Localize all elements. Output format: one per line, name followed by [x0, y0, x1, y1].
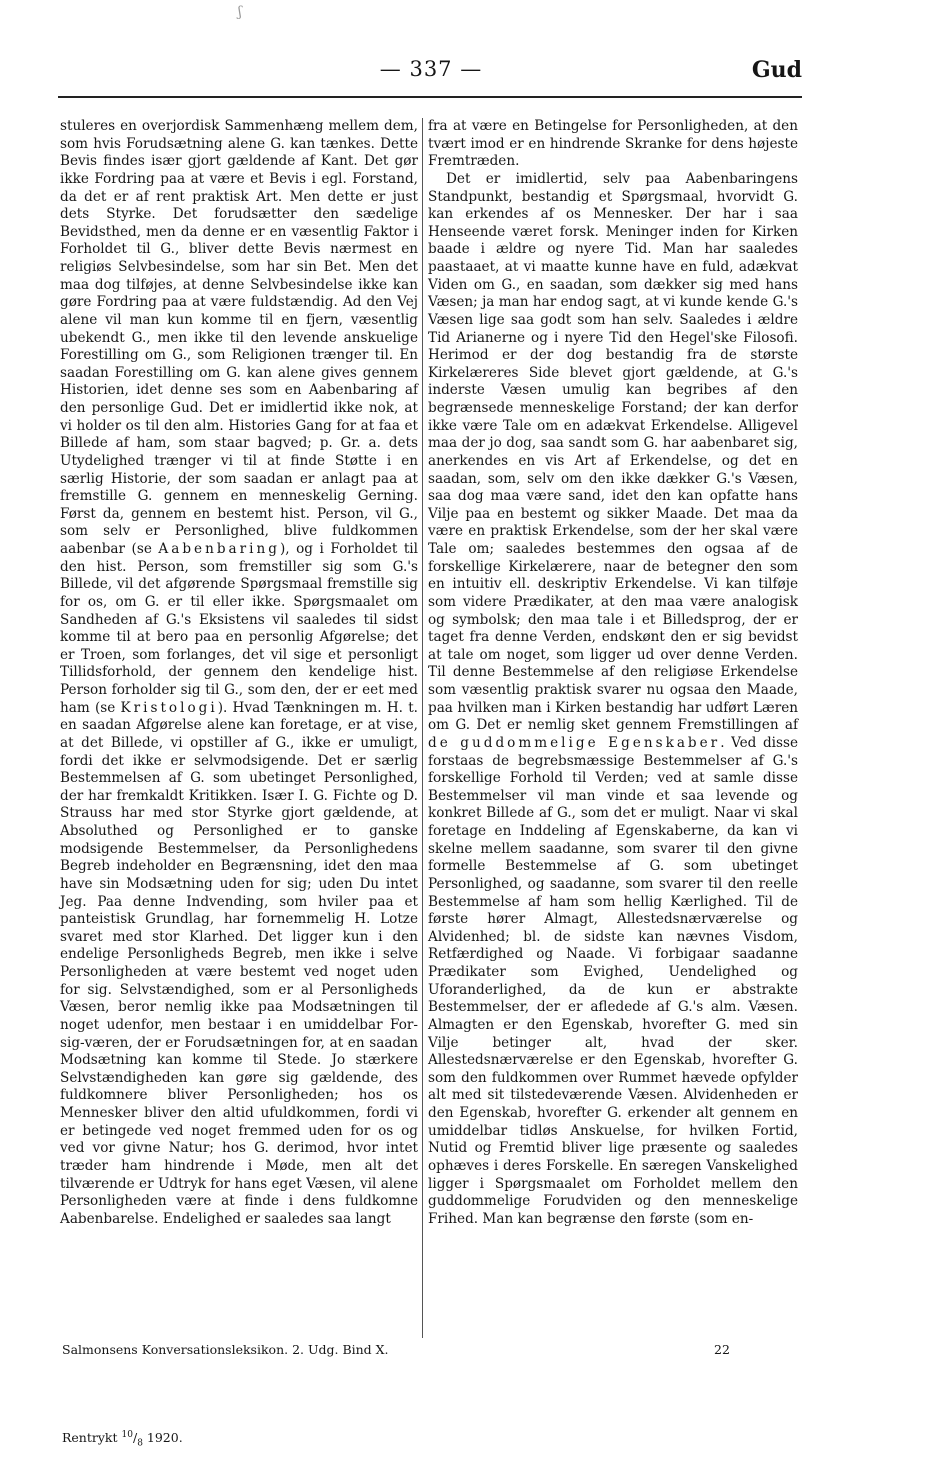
cross-reference-aabenbaring: Aabenbaring	[158, 541, 280, 557]
page-header	[60, 57, 802, 91]
corner-mark: ʃ	[238, 4, 242, 20]
left-column	[60, 118, 418, 1228]
running-head: Gud	[751, 57, 802, 83]
right-column	[428, 118, 798, 1228]
left-text-1: stuleres en overjordisk Sammenhæng mellem dem, som hvis Forudsætning alene G. kan tænkes. Dette Bevis findes især gjort gældende af Kant. Det gør ikke Fordring paa at være et Bevis i egl. Forstand, da det er af rent praktisk Art. Men dette er just dets Styrke. Det forudsætter den sædelige Bevidsthed, men da denne er en væsentlig Faktor i Forholdet til G., bliver dette Bevis nærmest en religiøs Selvbesindelse, som har sin Bet. Men det maa dog tilføjes, at denne Selvbesindelse ikke kan gøre Fordring paa at være fuldstændig. Ad den Vej alene vil man kun komme til en fjern, væsentlig ubekendt G., men ikke til den levende anskuelige Forestilling om G., som Religionen trænger til. En saadan Forestilling om G. kan alene gives gennem Historien, idet denne ses som en Aabenbaring af den personlige Gud. Det er imidlertid ikke nok, at vi holder os til den alm. Histories Gang for at faa et Billede af ham, som staar bagved; p. Gr. a. dets Utydelighed trænger vi til at finde Støtte i en særlig Historie, der som saadan er anlagt paa at fremstille G. gennem en menneskelig Gerning. Først da, gennem en bestemt hist. Person, vil G., som selv er Personlighed, blive fuldkommen aabenbar (se	[60, 118, 418, 557]
publication-footer: Salmonsens Konversationsleksikon. 2. Udg. Bind X.	[62, 1342, 389, 1357]
signature-number: 22	[714, 1342, 730, 1357]
right-text-2: Det er imidlertid, selv paa Aabenbaringens Standpunkt, bestandig et Spørgsmaal, hvorvidt G. kan erkendes af os Mennesker. Der har i saa Henseende været forsk. Meninger inden for Kirken baade i ældre og nyere Tid. Man har saaledes paastaaet, at vi maatte kunne have en fuld, adækvat Viden om G., en saadan, som dækker sig med hans Væsen; ja man har endog sagt, at vi kunde kende G.'s Væsen lige saa godt som han selv. Saaledes i ældre Tid Arianerne og i nyere Tid den Hegel'ske Filosofi. Herimod er der dog bestandig fra de største Kirkelæreres Side blevet gjort gældende, at G.'s inderste Væsen umulig kan begribes af den begrænsede menneskelige Forstand; der kan derfor ikke være Tale om en adækvat Erkendelse. Alligevel maa der jo dog, saa sandt som G. har aabenbaret sig, anerkendes en vis Art af Erkendelse, og det en saadan, som, selv om den ikke dækker G.'s Væsen, saa dog maa være sand, idet den kan opfatte hans Vilje paa en bestemt og sikker Maade. Det maa da være en praktisk Erkendelse, som der her skal være Tale om; saaledes bestemmes den ogsaa af de forskellige Kirkelærere, naar de betegner den som en intuitiv ell. deskriptiv Erkendelse. Vi kan tilføje som videre Prædikater, at den maa være analogisk og symbolsk; den maa tale i et Billedsprog, der er taget fra denne Verden, endskønt den er sig bevidst at tale om noget, som ligger ud over denne Verden. Til denne Bestemmelse af den religiøse Erkendelse som væsentlig praktisk svarer nu ogsaa den Maade, paa hvilken man i Kirken bestandig har udført Læren om G. Det er nemlig sket gennem Fremstillingen af	[428, 170, 798, 734]
term-guddommelige-egenskaber: de guddommelige Egenskaber	[428, 734, 721, 751]
right-text-2b: . Ved disse forstaas de begrebsmæssige Bestemmelser af G.'s forskellige Forhold til Verden; ved at samle disse Bestemmelser vil man vinde et saa levende og konkret Billede af G., som det er muligt. Naar vi skal foretage en Inddeling af Egenskaberne, da kan vi skelne mellem saadanne, som svarer til den givne formelle Bestemmelse af G. som ubetinget Personlighed, og saadanne, som svarer til den reelle Bestemmelse af ham som hellig Kærlighed. Til de første hører Almagt, Allestedsnærværelse og Alvidenhed; bl. de sidste kan nævnes Visdom, Retfærdighed og Naade. Vi forbigaar saadanne Prædikater som Evighed, Uendelighed og Uforanderlighed, da de kun er abstrakte Bestemmelser, der er afledede af G.'s alm. Væsen. Almagten er den Egenskab, hvorefter G. med sin Vilje betinger alt, hvad der sker. Allestedsnærværelse er den Egenskab, hvorefter G. som den fuldkommen over Rummet hævede opfylder alt med sit tilstedeværende Væsen. Alvidenheden er den Egenskab, hvorefter G. erkender alt gennem en umiddelbar tidløs Anskuelse, for hvilken Fortid, Nutid og Fremtid bliver lige præsente og saaledes ophæves i deres Forskelle. En særegen Vanskelighed ligger i Spørgsmaalet om Forholdet mellem den guddommelige Forudviden og den menneskelige Frihed. Man kan begrænse den første (som en-	[428, 734, 798, 1227]
reprint-note: Rentrykt $^{10}/_8$ 1920.	[62, 1430, 183, 1449]
reprint-day: 10	[121, 1430, 133, 1440]
cross-reference-kristologi: Kristologi	[120, 699, 218, 716]
left-text-1c: ). Hvad Tænkningen m. H. t. en saadan Afgørelse alene kan foretage, er at vise, at det Billede, vi opstiller af G., ikke er umuligt, fordi det ikke er selvmodsigende. Det er særlig Bestemmelsen af G. som ubetinget Personlighed, der har fremkaldt Kritikken. Især I. G. Fichte og D. Strauss har med stor Styrke gjort gældende, at Absoluthed og Personlighed er to ganske modsigende Bestemmelser, da Personlighedens Begreb indeholder en Begrænsning, idet den maa have sin Modsætning uden for sig; uden Du intet Jeg. Paa denne Indvending, som hviler paa et panteistisk Grundlag, har fornemmelig H. Lotze svaret med stor Klarhed. Det ligger kun i den endelige Personligheds Begreb, men ikke i selve Personligheden at være bestemt ved noget uden for sig. Selvstændighed, som er al Personligheds Væsen, beror nemlig ikke paa Modsætningen til noget udenfor, men bestaar i en umiddelbar For-sig-væren, der er Forudsætningen for, at en saadan Modsætning kan komme til Stede. Jo stærkere Selvstændigheden kan gøre sig gældende, des fuldkomnere bliver Personligheden; hos os Mennesker bliver den altid ufuldkommen, fordi vi er betingede ved noget fremmed uden for os og ved vor givne Natur; hos G. derimod, hvor intet træder ham hindrende i Møde, men alt det tilværende er Udtryk for hans eget Væsen, vil alene Personligheden være at finde i dens fuldkomne Aabenbarelse. Endelighed er saaledes saa langt	[60, 699, 418, 1227]
left-text-1b: ), og i Forholdet til den hist. Person, som fremstiller sig som G.'s Billede, vil det afgørende Spørgsmaal fremstille sig for os, om G. er til eller ikke. Spørgsmaalet om Sandheden af G.'s Eksistens vil saaledes til sidst komme til at bero paa en personlig Afgørelse; det er Troen, som forlanges, det vil sige et personligt Tillidsforhold, der gennem den kendelige hist. Person forholder sig til G., som den, der er eet med ham (se	[60, 541, 418, 716]
right-paragraph-1: fra at være en Betingelse for Personligheden, at den tvært imod er en hindrende Skranke for dens højeste Fremtræden.	[428, 118, 798, 170]
page-number: — 337 —	[379, 57, 483, 81]
reprint-month: 8	[137, 1438, 143, 1449]
left-paragraph-1	[60, 118, 418, 1228]
right-paragraph-2	[428, 171, 798, 1229]
column-separator	[422, 118, 423, 1338]
header-rule	[58, 96, 802, 98]
reprint-label: Rentrykt	[62, 1430, 118, 1446]
reprint-year: 1920.	[146, 1430, 183, 1446]
